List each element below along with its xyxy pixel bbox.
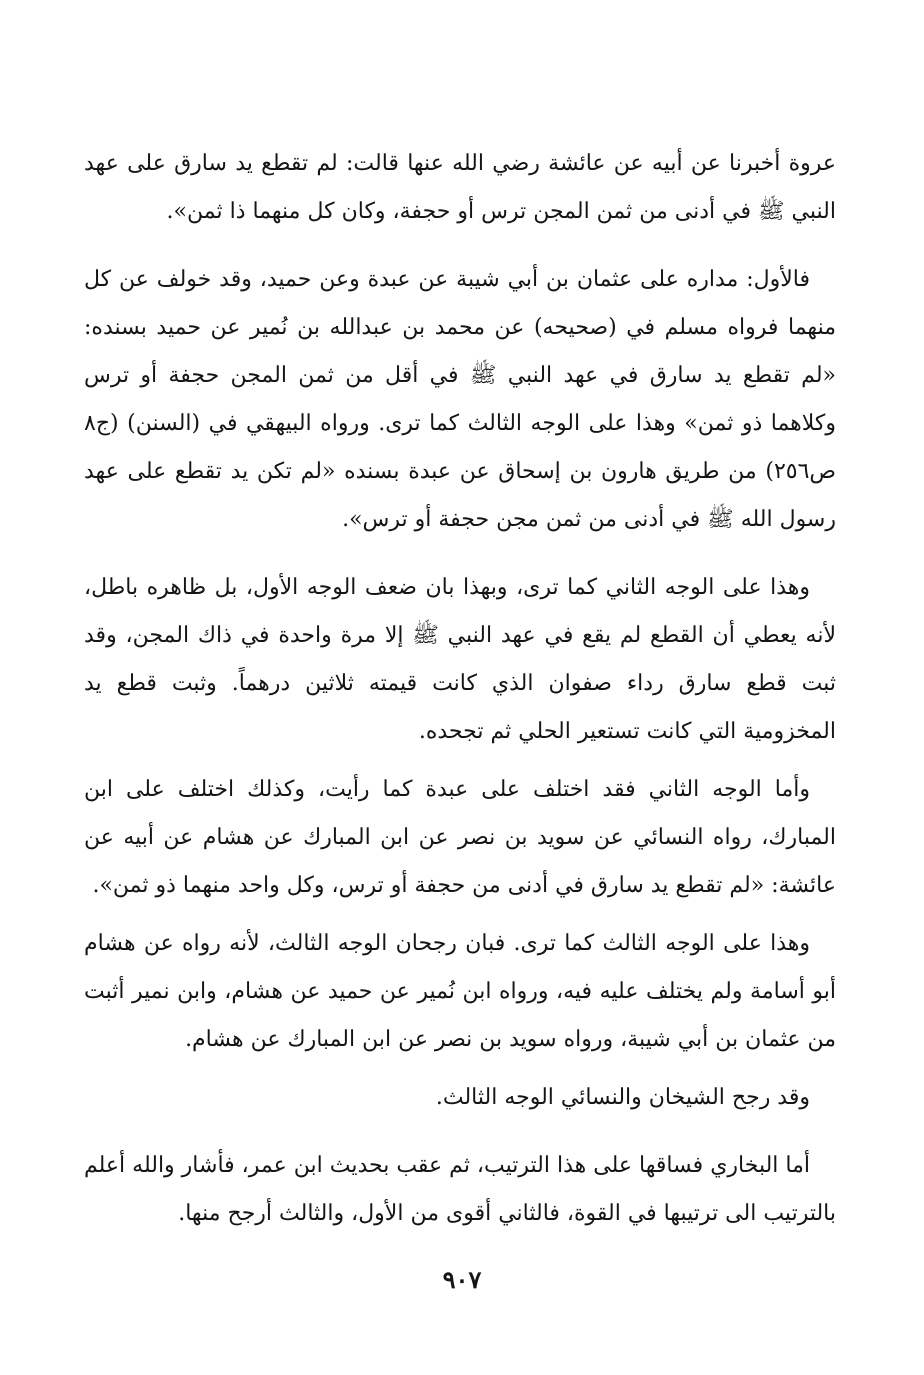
paragraph-continuation: عروة أخبرنا عن أبيه عن عائشة رضي الله عنها قالت: لم تقطع يد سارق على عهد النبي ﷺ في أدنى من ثمن المجن ترس أو حجفة، وكان كل منهما ذا ثمن».: [84, 151, 836, 224]
page-number: ٩٠٧: [442, 1265, 482, 1294]
paragraph-bukhari: أما البخاري فساقها على هذا الترتيب، ثم عقب بحديث ابن عمر، فأشار والله أعلم بالترتيب الى ترتيبها في القوة، فالثاني أقوى من الأول، والثالث أرجح منها.: [84, 1153, 836, 1226]
paragraph-shaykhan: وقد رجح الشيخان والنسائي الوجه الثالث.: [435, 1085, 810, 1110]
paragraph-second-path: وهذا على الوجه الثاني كما ترى، وبهذا بان ضعف الوجه الأول، بل ظاهره باطل، لأنه يعطي أن القطع لم يقع في عهد النبي ﷺ إلا مرة واحدة في ذاك المجن، وقد ثبت قطع سارق رداء صفوان الذي كانت قيمته ثلاثين درهماً. وثبت قطع يد المخزومية التي كانت تستعير الحلي ثم تجحده.: [84, 575, 836, 744]
paragraph-ibn-mubarak: وأما الوجه الثاني فقد اختلف على عبدة كما رأيت، وكذلك اختلف على ابن المبارك، رواه النسائي عن سويد بن نصر عن ابن المبارك عن هشام عن أبيه عن عائشة: «لم تقطع يد سارق في أدنى من حجفة أو ترس، وكل واحد منهما ذو ثمن».: [84, 777, 836, 898]
body-text: [84, 140, 836, 1238]
paragraph-third-path: وهذا على الوجه الثالث كما ترى. فبان رجحان الوجه الثالث، لأنه رواه عن هشام أبو أسامة ولم يختلف عليه فيه، ورواه ابن نُمير عن حميد عن هشام، وابن نمير أثبت من عثمان بن أبي شيبة، ورواه سويد بن نصر عن ابن المبارك عن هشام.: [84, 931, 836, 1052]
paragraph-first-path: فالأول: مداره على عثمان بن أبي شيبة عن عبدة وعن حميد، وقد خولف عن كل منهما فرواه مسلم في (صحيحه) عن محمد بن عبدالله بن نُمير عن حميد بسنده: «لم تقطع يد سارق في عهد النبي ﷺ في أقل من ثمن المجن حجفة أو ترس وكلاهما ذو ثمن» وهذا على الوجه الثالث كما ترى. ورواه البيهقي في (السنن) (ج٨ ص٢٥٦) من طريق هارون بن إسحاق عن عبدة بسنده «لم تكن يد تقطع على عهد رسول الله ﷺ في أدنى من ثمن مجن حجفة أو ترس».: [84, 267, 836, 532]
